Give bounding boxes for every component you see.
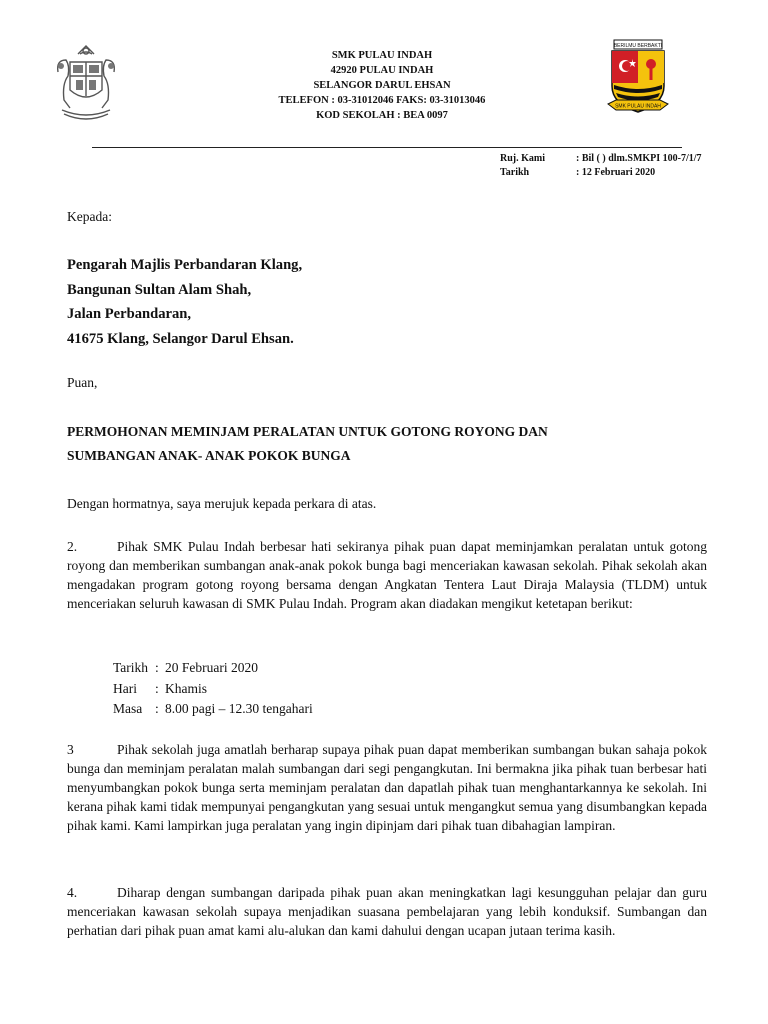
school-logo	[606, 38, 670, 118]
subject-line: SUMBANGAN ANAK- ANAK POKOK BUNGA	[67, 448, 351, 463]
event-date-value: 20 Februari 2020	[165, 660, 258, 675]
coat-of-arms-logo	[52, 42, 120, 128]
school-code: KOD SEKOLAH : BEA 0097	[316, 110, 448, 121]
address-line: Bangunan Sultan Alam Shah,	[67, 281, 252, 298]
date-value: : 12 Februari 2020	[576, 166, 656, 178]
to-label: Kepada:	[67, 209, 112, 224]
letterhead	[200, 48, 564, 123]
opening-line: Dengan hormatnya, saya merujuk kepada perkara di atas.	[67, 496, 377, 511]
paragraph-number: 2.	[67, 539, 78, 554]
recipient-address	[67, 253, 707, 351]
paragraph-3	[67, 740, 707, 835]
salutation: Puan,	[67, 375, 98, 390]
paragraph-number: 4.	[67, 885, 78, 900]
event-day-value: Khamis	[165, 680, 207, 696]
ref-value: : Bil ( ) dlm.SMKPI 100-7/1/7	[576, 153, 702, 164]
subject-heading	[67, 420, 707, 468]
address-line: 41675 Klang, Selangor Darul Ehsan.	[67, 330, 294, 347]
school-name: SMK PULAU INDAH	[331, 50, 433, 61]
paragraph-2	[67, 537, 707, 613]
date-label: Tarikh	[500, 166, 530, 178]
school-contact: TELEFON : 03-31012046 FAKS: 03-31013046	[278, 95, 486, 106]
event-time-label: Masa	[113, 701, 143, 716]
paragraph-text: Diharap dengan sumbangan daripada pihak puan akan meningkatkan lagi kesungguhan pelajar dan guru menceriakan kawasan sekolah supaya menjadikan suasana pembelajaran yang lebih konduksif. Sumbangan dan perhatian dari pihak puan amat kami alu-alukan dan kami dahului dengan ucapan jutaan terima kasih.	[67, 885, 707, 938]
reference-block	[500, 152, 702, 179]
event-details: Tarikh : 20 Februari 2020 Hari : Khamis Masa : 8.00 pagi – 12.30 tengahari	[113, 658, 313, 720]
event-day-label: Hari	[113, 680, 137, 696]
paragraph-text: Pihak sekolah juga amatlah berharap supaya pihak puan dapat memberikan sumbangan bukan sahaja pokok bunga dan meminjam peralatan malah sumbangan dari segi pengangkutan. Ini bermakna jika pihak tuan berbesar hati menyumbangkan pokok bunga serta meminjam peralatan dan dapatlah pihak tuan menghantarkannya ke sekolah. Ini kerana pihak kami tidak mempunyai pengangkutan yang sesuai untuk mengangkut semua yang disumbangkan kepada pihak kami. Kami lampirkan juga peralatan yang ingin dipinjam dari pihak tuan dibahagian lampiran.	[67, 742, 707, 833]
paragraph-4	[67, 883, 707, 940]
paragraph-text: Pihak SMK Pulau Indah berbesar hati sekiranya pihak puan dapat meminjamkan peralatan untuk gotong royong dan memberikan sumbangan anak-anak pokok bunga bagi menceriakan kawasan sekolah. Pihak sekolah akan mengadakan program gotong royong bersama dengan Angkatan Tentera Laut Diraja Malaysia (TLDM) untuk menceriakan seluruh kawasan di SMK Pulau Indah. Program akan diadakan mengikut ketetapan berikut:	[67, 539, 707, 611]
school-state: SELANGOR DARUL EHSAN	[313, 80, 451, 91]
paragraph-number: 3	[67, 742, 74, 757]
event-time-value: 8.00 pagi – 12.30 tengahari	[165, 701, 313, 716]
letterhead-divider	[92, 147, 682, 148]
school-postcode: 42920 PULAU INDAH	[330, 65, 434, 76]
event-date-label: Tarikh	[113, 660, 149, 675]
subject-line: PERMOHONAN MEMINJAM PERALATAN UNTUK GOTONG ROYONG DAN	[67, 424, 548, 439]
ref-label: Ruj. Kami	[500, 153, 545, 164]
address-line: Pengarah Majlis Perbandaran Klang,	[67, 257, 303, 273]
logo-banner-text: BERILMU BERBAKTI	[613, 43, 663, 49]
logo-ribbon-text: SMK PULAU INDAH	[615, 103, 661, 110]
address-line: Jalan Perbandaran,	[67, 306, 192, 322]
